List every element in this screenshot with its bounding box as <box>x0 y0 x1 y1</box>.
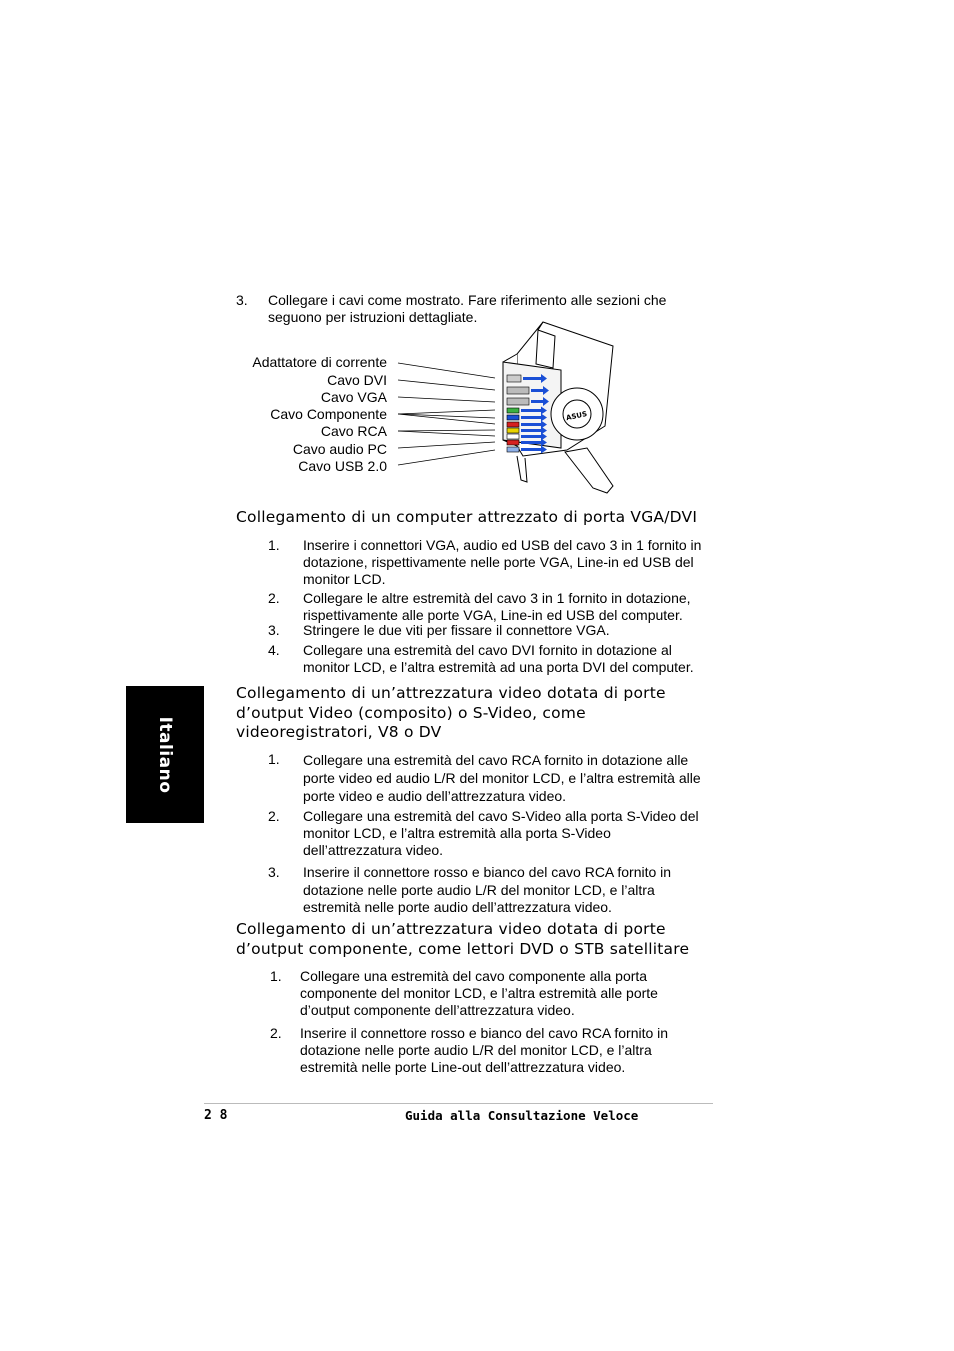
list-item-number: 3. <box>268 622 280 638</box>
list-item-text: Collegare una estremità del cavo S-Video alla porta S-Video del monitor LCD, e l’altra estremità alla porta S-Video dell’attrezzatura video. <box>303 808 699 858</box>
list-item-number: 1. <box>268 537 280 553</box>
label-rca-cable: Cavo RCA <box>320 423 387 439</box>
label-component-cable: Cavo Componente <box>270 406 387 422</box>
list-item-text: Inserire il connettore rosso e bianco del cavo RCA fornito in dotazione nelle porte audio L/R del monitor LCD, e l’altra estremità nelle porte Line-out dell’attrezzatura video. <box>300 1025 669 1075</box>
asus-logo: ASUS <box>565 409 588 423</box>
list-item-number: 2. <box>268 808 280 824</box>
label-usb-cable: Cavo USB 2.0 <box>298 458 387 474</box>
section-heading-vga-dvi: Collegamento di un computer attrezzato di porta VGA/DVI <box>236 508 698 526</box>
label-vga-cable: Cavo VGA <box>320 389 387 405</box>
section-heading-composite-svideo: Collegamento di un’attrezzatura video dotata di porte d’output Video (composito) o S-Video, come videoregistratori, V8 o DV <box>236 684 666 741</box>
list-item-text: Collegare una estremità del cavo RCA fornito in dotazione alle porte video ed audio L/R del monitor LCD, e l’altra estremità alle porte video e audio dell’attrezzatura video. <box>303 752 701 804</box>
language-tab-label: Italiano <box>155 716 175 793</box>
list-item-number: 2. <box>270 1025 282 1041</box>
list-item-text: Stringere le due viti per fissare il connettore VGA. <box>303 622 610 638</box>
list-item-number: 1. <box>268 751 280 767</box>
list-item-number: 3. <box>268 864 280 880</box>
footer-title: Guida alla Consultazione Veloce <box>405 1108 639 1123</box>
monitor-connection-illustration <box>395 318 620 498</box>
list-item-text: Collegare una estremità del cavo DVI fornito in dotazione al monitor LCD, e l’altra estremità ad una porta DVI del computer. <box>303 642 694 675</box>
label-power-adapter: Adattatore di corrente <box>252 354 387 370</box>
list-item-number: 1. <box>270 968 282 984</box>
list-item-number: 2. <box>268 590 280 606</box>
list-item-number: 4. <box>268 642 280 658</box>
label-pc-audio-cable: Cavo audio PC <box>292 441 387 457</box>
list-item-text: Inserire i connettori VGA, audio ed USB del cavo 3 in 1 fornito in dotazione, rispettivamente nelle porte VGA, Line-in ed USB del monitor LCD. <box>303 537 702 587</box>
footer-divider <box>204 1103 713 1104</box>
language-side-tab <box>126 686 204 823</box>
intro-number: 3. <box>236 292 248 308</box>
intro-text: Collegare i cavi come mostrato. Fare riferimento alle sezioni che seguono per istruzioni dettagliate. <box>268 292 667 325</box>
page-number: 2 8 <box>204 1108 228 1123</box>
list-item-text: Collegare le altre estremità del cavo 3 in 1 fornito in dotazione, rispettivamente alle porte VGA, Line-in ed USB del computer. <box>303 590 691 623</box>
label-dvi-cable: Cavo DVI <box>327 372 387 388</box>
section-heading-component: Collegamento di un’attrezzatura video dotata di porte d’output componente, come lettori DVD o STB satellitare <box>236 920 690 958</box>
list-item-text: Collegare una estremità del cavo componente alla porta componente del monitor LCD, e l’altra estremità alle porte d’output componente dell’attrezzatura video. <box>300 968 658 1018</box>
list-item-text: Inserire il connettore rosso e bianco del cavo RCA fornito in dotazione nelle porte audio L/R del monitor LCD, e l’altra estremità nelle porte audio dell’attrezzatura video. <box>303 864 672 915</box>
